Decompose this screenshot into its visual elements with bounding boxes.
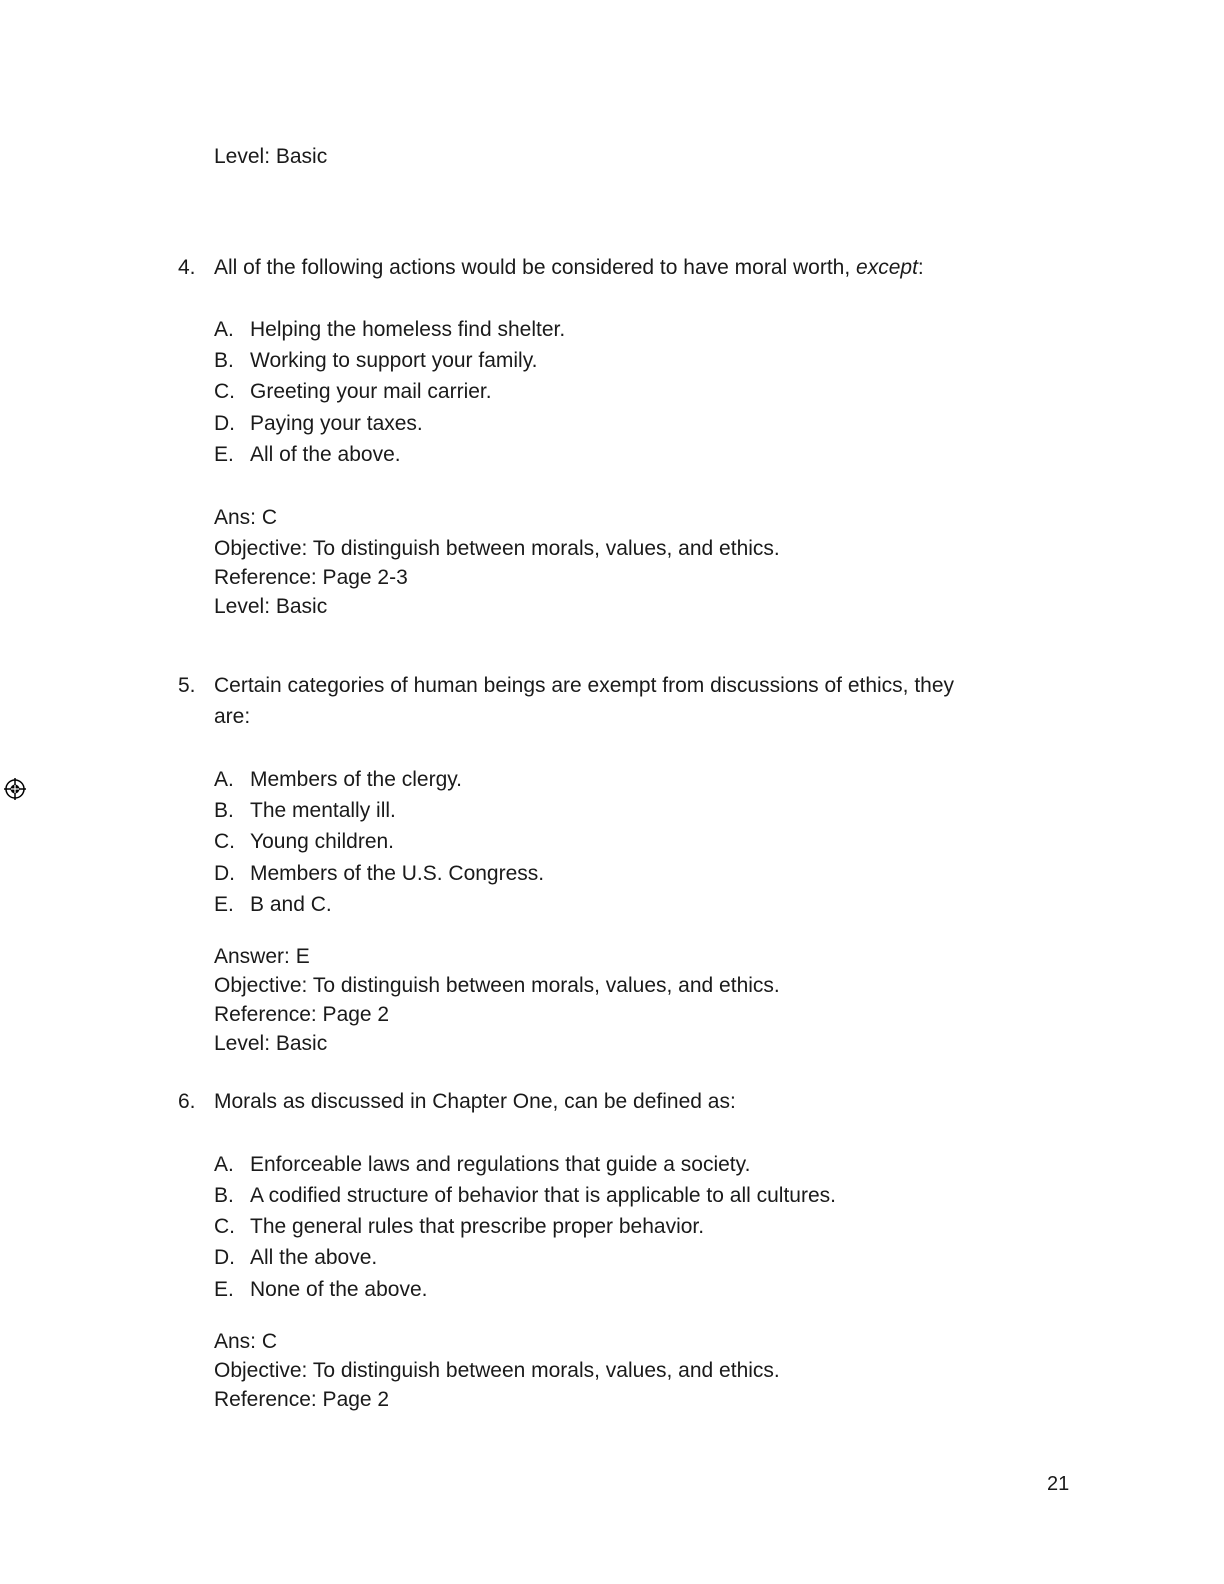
question-stem-emphasis: except xyxy=(856,256,918,279)
page-number: 21 xyxy=(1047,1473,1070,1495)
question-number: 5. xyxy=(178,674,196,697)
option-letter: D. xyxy=(214,1246,235,1269)
answer-text: Ans: C xyxy=(214,1330,278,1353)
option-letter: C. xyxy=(214,1215,235,1238)
option-letter: C. xyxy=(214,380,235,403)
question-stem xyxy=(214,254,924,282)
question-stem-end: : xyxy=(917,256,924,279)
option-letter: D. xyxy=(214,412,235,435)
option-text: Helping the homeless find shelter. xyxy=(250,318,566,341)
objective-text: Objective: To distinguish between morals, values, and ethics. xyxy=(214,1359,780,1382)
option-letter: E. xyxy=(214,1278,234,1301)
option-text: Working to support your family. xyxy=(250,349,538,372)
option-text: Greeting your mail carrier. xyxy=(250,380,492,403)
option-letter: B. xyxy=(214,1184,234,1207)
question-stem-line-1: Certain categories of human beings are exempt from discussions of ethics, they xyxy=(214,674,955,697)
option-text: Paying your taxes. xyxy=(250,412,423,435)
option-text: The general rules that prescribe proper behavior. xyxy=(250,1215,705,1238)
objective-text: Objective: To distinguish between morals, values, and ethics. xyxy=(214,974,780,997)
option-text: All the above. xyxy=(250,1246,378,1269)
option-letter: D. xyxy=(214,862,235,885)
option-letter: A. xyxy=(214,768,234,791)
option-text: All of the above. xyxy=(250,443,401,466)
level-text: Level: Basic xyxy=(214,595,328,618)
option-text: Members of the U.S. Congress. xyxy=(250,862,545,885)
option-text: None of the above. xyxy=(250,1278,428,1301)
option-text: A codified structure of behavior that is applicable to all cultures. xyxy=(250,1184,836,1207)
option-text: B and C. xyxy=(250,893,332,916)
reference-text: Reference: Page 2 xyxy=(214,1003,390,1026)
option-letter: A. xyxy=(214,1153,234,1176)
option-letter: B. xyxy=(214,349,234,372)
level-text: Level: Basic xyxy=(214,1032,328,1055)
question-stem-line-2: are: xyxy=(214,705,251,728)
reference-text: Reference: Page 2 xyxy=(214,1388,390,1411)
option-letter: E. xyxy=(214,443,234,466)
option-letter: B. xyxy=(214,799,234,822)
option-letter: C. xyxy=(214,830,235,853)
reference-text: Reference: Page 2-3 xyxy=(214,566,408,589)
option-text: Enforceable laws and regulations that guide a society. xyxy=(250,1153,751,1176)
option-text: The mentally ill. xyxy=(250,799,396,822)
answer-text: Answer: E xyxy=(214,945,310,968)
question-stem-text: All of the following actions would be considered to have moral worth, xyxy=(214,256,857,279)
option-text: Members of the clergy. xyxy=(250,768,463,791)
question-number: 6. xyxy=(178,1090,196,1113)
objective-text: Objective: To distinguish between morals, values, and ethics. xyxy=(214,537,780,560)
answer-text: Ans: C xyxy=(214,506,278,529)
option-letter: E. xyxy=(214,893,234,916)
registration-mark-icon xyxy=(3,777,27,801)
level-text: Level: Basic xyxy=(214,145,328,168)
question-stem: Morals as discussed in Chapter One, can be defined as: xyxy=(214,1090,736,1113)
option-text: Young children. xyxy=(250,830,395,853)
question-number: 4. xyxy=(178,256,196,279)
option-letter: A. xyxy=(214,318,234,341)
